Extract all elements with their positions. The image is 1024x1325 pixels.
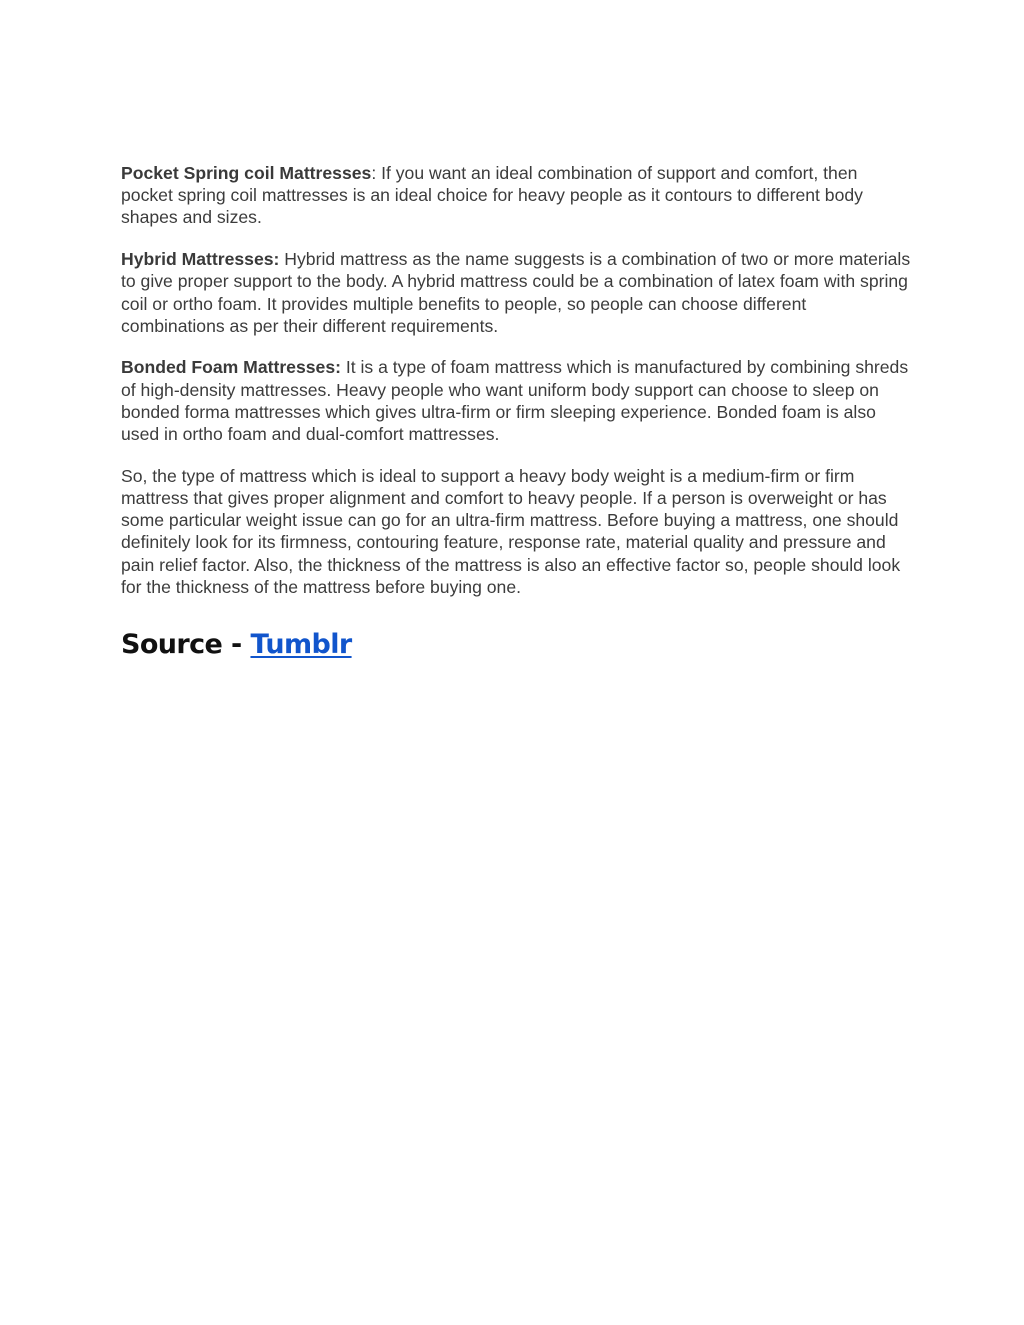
paragraph-hybrid [121, 248, 911, 337]
paragraph-heading: Bonded Foam Mattresses: [121, 357, 341, 378]
paragraph-text: : If you want an ideal combination of support and comfort, then pocket spring coil mattresses is an ideal choice for heavy people as it contours to different body shapes and sizes. [121, 163, 863, 228]
paragraph-heading: Hybrid Mattresses: [121, 249, 280, 270]
source-line [121, 625, 911, 665]
document-page [121, 162, 911, 665]
source-link[interactable]: Tumblr [250, 628, 352, 660]
paragraph-pocket-spring [121, 162, 911, 229]
paragraph-conclusion: So, the type of mattress which is ideal to support a heavy body weight is a medium-firm or firm mattress that gives proper alignment and comfort to heavy people. If a person is overweight or has some particular weight issue can go for an ultra-firm mattress. Before buying a mattress, one should definitely look for its firmness, contouring feature, response rate, material quality and pressure and pain relief factor. Also, the thickness of the mattress is also an effective factor so, people should look for the thickness of the mattress before buying one. [121, 465, 901, 597]
paragraph-text: It is a type of foam mattress which is manufactured by combining shreds of high-density mattresses. Heavy people who want uniform body support can choose to sleep on bonded forma mattresses which gives ultra-firm or firm sleeping experience. Bonded foam is also used in ortho foam and dual-comfort mattresses. [121, 357, 909, 445]
source-label: Source - [121, 628, 251, 660]
paragraph-bonded-foam [121, 356, 911, 445]
paragraph-heading: Pocket Spring coil Mattresses [121, 163, 372, 183]
paragraph-text: Hybrid mattress as the name suggests is a combination of two or more materials to give proper support to the body. A hybrid mattress could be a combination of latex foam with spring coil or ortho foam. It provides multiple benefits to people, so people can choose different combinations as per their different requirements. [121, 249, 911, 336]
